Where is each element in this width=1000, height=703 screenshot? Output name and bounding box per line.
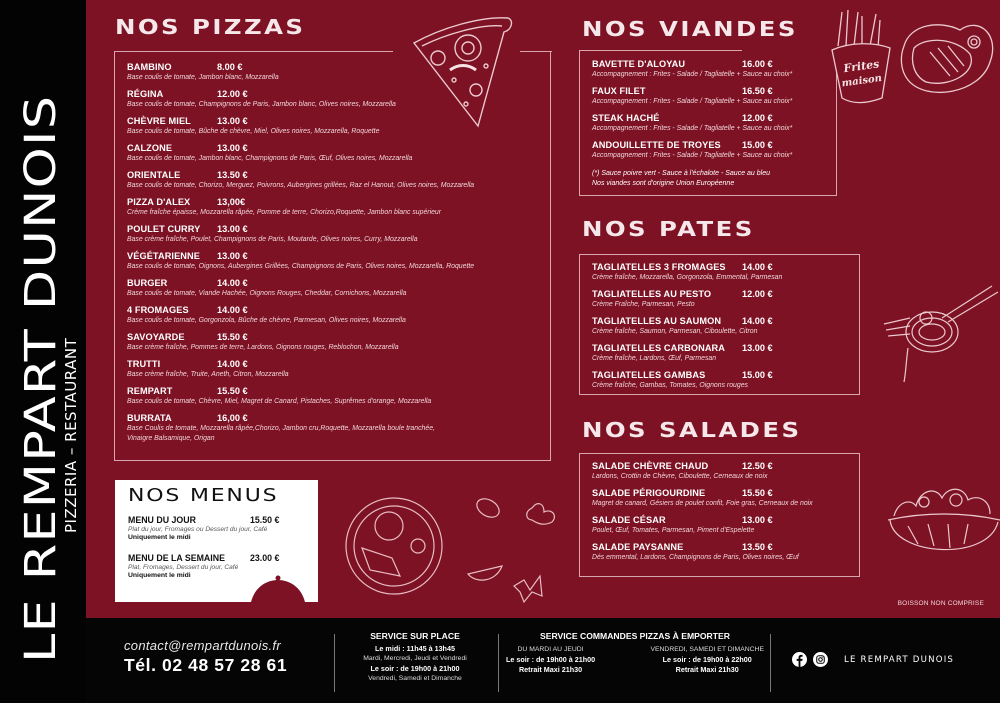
menu-item (128, 515, 279, 541)
item-price: 12.50 € (742, 461, 773, 471)
item-price: 15.50 € (217, 386, 248, 396)
item-price: 14.00 € (217, 359, 248, 369)
pates-box (579, 254, 860, 395)
service-emporter (500, 631, 770, 675)
item-name: CALZONE (127, 143, 173, 153)
salad-item (592, 542, 799, 562)
item-price: 13,00€ (217, 197, 246, 207)
salad-item (592, 515, 773, 535)
item-desc-continued: Vinaigre Balsamique, Origan (127, 435, 215, 442)
social-links (792, 652, 954, 667)
salades-box (579, 453, 860, 577)
item-name: RÉGINA (127, 89, 164, 99)
item-name: PIZZA D'ALEX (127, 197, 191, 207)
sauce-note: (*) Sauce poivre vert - Sauce à l'échalote - Sauce au bleu (592, 170, 770, 177)
pizza-item (127, 251, 474, 271)
salad-item (592, 461, 773, 481)
item-name: VÉGÉTARIENNE (127, 251, 201, 261)
item-desc: Poulet, Œuf, Tomates, Parmesan, Piment d'Espelette (592, 527, 755, 534)
meat-item (592, 86, 792, 106)
item-name: TAGLIATELLES AU PESTO (592, 289, 712, 299)
drinks-not-included-note: BOISSON NON COMPRISE (897, 600, 984, 607)
item-price: 16.00 € (742, 59, 773, 69)
item-desc: Accompagnement : Frites - Salade / Tagliatelle + Sauce au choix* (592, 71, 793, 78)
item-name: MENU DE LA SEMAINE (128, 553, 225, 563)
item-price: 14.00 € (217, 305, 248, 315)
pizza-item (127, 332, 399, 352)
item-price: 8.00 € (217, 62, 243, 72)
meat-item (592, 140, 792, 160)
item-price: 12.00 € (217, 89, 248, 99)
item-desc: Crème fraîche, Mozzarella, Gorgonzola, Emmental, Parmesan (592, 274, 783, 281)
service-pickup: Retrait Maxi 21h30 (518, 665, 583, 674)
item-name: SAVOYARDE (127, 332, 185, 342)
service-hours: Le soir : de 19h00 à 21h00 (506, 655, 596, 664)
item-price: 13.00 € (217, 224, 248, 234)
item-desc: Base Coulis de tomate, Mozzarella râpée,Chorizo, Jambon cru,Roquette, Mozzarella boule tranchée, (127, 425, 435, 432)
item-desc: Base coulis de tomate, Chèvre, Miel, Magret de Canard, Pistaches, Suprêmes d'orange, Mozzarella (127, 398, 432, 405)
pizza-item (127, 89, 396, 109)
contact-email-link[interactable]: contact@rempartdunois.fr (124, 638, 281, 653)
item-name: MENU DU JOUR (128, 515, 196, 525)
item-name: BAMBINO (127, 62, 172, 72)
pasta-item (592, 289, 773, 309)
pizza-item (127, 278, 407, 298)
pizza-item (127, 143, 412, 163)
origin-note: Nos viandes sont d'origine Union Européenne (592, 180, 735, 187)
item-price: 14.00 € (742, 262, 773, 272)
item-desc: Base coulis de tomate, Jambon blanc, Mozzarella (127, 74, 279, 81)
salad-item (592, 488, 813, 508)
item-name: SALADE PÉRIGOURDINE (592, 488, 706, 498)
item-desc: Crème fraîche épaisse, Mozzarella râpée, Pomme de terre, Chorizo,Roquette, Jambon blanc supérieur (127, 209, 442, 216)
item-desc: Accompagnement : Frites - Salade / Tagliatelle + Sauce au choix* (592, 98, 793, 105)
service-hours: Le soir : de 19h00 à 22h00 (662, 655, 752, 664)
item-note: Uniquement le midi (128, 572, 191, 579)
food-doodles-icon (344, 490, 584, 610)
pates-title: NOS PATES (582, 217, 755, 241)
item-price: 15.50 € (742, 488, 773, 498)
pizza-item (127, 224, 418, 244)
pizza-slice-icon (406, 8, 516, 128)
item-price: 13.00 € (217, 251, 248, 261)
item-price: 12.00 € (742, 289, 773, 299)
item-name: BAVETTE D'ALOYAU (592, 59, 686, 69)
item-price: 13.00 € (742, 343, 773, 353)
item-desc: Crème fraîche, Lardons, Œuf, Parmesan (592, 355, 717, 362)
cloche-icon (248, 574, 308, 602)
divider (114, 51, 393, 52)
pizzas-title: NOS PIZZAS (115, 15, 306, 39)
item-desc: Base crème fraîche, Pommes de terre, Lardons, Oignons rouges, Reblochon, Mozzarella (127, 344, 399, 351)
item-desc: Crème fraîche, Saumon, Parmesan, Ciboulette, Citron (592, 328, 758, 335)
item-name: STEAK HACHÉ (592, 113, 660, 123)
item-price: 16,00 € (217, 413, 248, 423)
item-desc: Base coulis de tomate, Bûche de chèvre, Miel, Olives noires, Mozzarella, Roquette (127, 128, 380, 135)
salades-title: NOS SALADES (582, 418, 802, 442)
contact-block (124, 638, 287, 676)
item-desc: Plat du jour, Fromages ou Dessert du jour, Café (128, 526, 268, 533)
fries-label-1: Frites (842, 57, 881, 76)
service-soir-hours: Le soir : de 19h00 à 21h00 (370, 664, 460, 673)
item-price: 16.50 € (742, 86, 773, 96)
divider (770, 634, 771, 692)
pasta-item (592, 370, 773, 390)
meat-item (592, 59, 792, 79)
item-desc: Accompagnement : Frites - Salade / Tagliatelle + Sauce au choix* (592, 152, 793, 159)
service-col-weekday (506, 645, 595, 675)
item-name: BURGER (127, 278, 168, 288)
item-name: SALADE PAYSANNE (592, 542, 684, 552)
service-col-weekend (650, 645, 764, 675)
pasta-item (592, 262, 782, 282)
pizza-item (127, 305, 406, 325)
item-price: 13.00 € (217, 116, 248, 126)
item-price: 23.00 € (250, 553, 280, 563)
item-desc: Magret de canard, Gésiers de poulet confit, Foie gras, Cerneaux de noix (592, 500, 813, 507)
item-note: Uniquement le midi (128, 534, 191, 541)
restaurant-subtitle: PIZZERIA – RESTAURANT (62, 337, 80, 533)
item-name: FAUX FILET (592, 86, 646, 96)
pasta-item (592, 316, 773, 336)
item-desc: Plat, Fromages, Dessert du jour, Café (128, 564, 239, 571)
item-desc: Crème fraîche, Gambas, Tomates, Oignons rouges (592, 382, 749, 389)
pizza-item (127, 413, 435, 443)
item-name: TAGLIATELLES CARBONARA (592, 343, 726, 353)
service-midi-days: Mardi, Mercredi, Jeudi et Vendredi (363, 655, 467, 662)
item-price: 13.50 € (742, 542, 773, 552)
instagram-icon[interactable] (813, 652, 828, 667)
pizza-item (127, 62, 279, 82)
pasta-item (592, 343, 773, 363)
service-pickup: Retrait Maxi 21h30 (675, 665, 739, 674)
viandes-box (579, 51, 837, 196)
sidebar-brand-band (0, 0, 86, 703)
item-price: 15.00 € (742, 140, 773, 150)
item-name: POULET CURRY (127, 224, 201, 234)
item-name: BURRATA (127, 413, 172, 423)
item-price: 12.00 € (742, 113, 773, 123)
service-sur-place (336, 631, 494, 684)
item-price: 15.00 € (742, 370, 773, 380)
pizza-item (127, 359, 289, 379)
item-name: REMPART (127, 386, 173, 396)
item-name: TAGLIATELLES GAMBAS (592, 370, 706, 380)
item-price: 13.50 € (217, 170, 248, 180)
service-soir-days: Vendredi, Samedi et Dimanche (368, 675, 462, 682)
item-name: CHÈVRE MIEL (127, 116, 191, 126)
pizza-item (127, 197, 441, 217)
footer (86, 618, 1000, 703)
service-midi-hours: Le midi : 11h45 à 13h45 (375, 644, 455, 653)
menus-title: NOS MENUS (128, 485, 279, 506)
item-name: TRUTTI (127, 359, 161, 369)
pizza-item (127, 116, 379, 136)
fries-steak-icon (830, 6, 1000, 106)
contact-phone[interactable]: Tél. 02 48 57 28 61 (124, 655, 288, 675)
salad-bowl-icon (884, 466, 1000, 576)
vertical-title (0, 0, 86, 703)
item-desc: Base crème fraîche, Poulet, Champignons de Paris, Moutarde, Olives noires, Curry, Mozzarella (127, 236, 418, 243)
item-price: 14.00 € (742, 316, 773, 326)
item-name: TAGLIATELLES AU SAUMON (592, 316, 722, 326)
item-name: SALADE CÉSAR (592, 515, 666, 525)
divider (520, 51, 552, 52)
meat-item (592, 113, 792, 133)
pizza-item (127, 386, 431, 406)
item-price: 15.50 € (217, 332, 248, 342)
item-desc: Base crème fraîche, Truite, Aneth, Citron, Mozzarella (127, 371, 289, 378)
viandes-title: NOS VIANDES (582, 17, 798, 41)
social-brand-name: LE REMPART DUNOIS (844, 654, 955, 665)
divider (498, 634, 499, 692)
item-desc: Base coulis de tomate, Jambon blanc, Champignons de Paris, Œuf, Olives noires, Mozzarella (127, 155, 413, 162)
menus-card (115, 480, 318, 602)
item-desc: Base coulis de tomate, Chorizo, Merguez, Poivrons, Aubergines grillées, Raz el Hanout, Olives noires, Mozzarella (127, 182, 475, 189)
item-desc: Accompagnement : Frites - Salade / Tagliatelle + Sauce au choix* (592, 125, 793, 132)
facebook-icon[interactable] (792, 652, 807, 667)
item-price: 13.00 € (742, 515, 773, 525)
item-desc: Lardons, Crottin de Chèvre, Ciboulette, Cerneaux de noix (592, 473, 768, 480)
item-name: SALADE CHÈVRE CHAUD (592, 461, 709, 471)
service-days: DU MARDI AU JEUDI (517, 646, 584, 653)
item-name: TAGLIATELLES 3 FROMAGES (592, 262, 726, 272)
item-desc: Base coulis de tomate, Gorgonzola, Bûche de chèvre, Parmesan, Olives noires, Mozzarella (127, 317, 406, 324)
service-emporter-columns (500, 645, 770, 675)
restaurant-name: LE REMPART DUNOIS (16, 94, 66, 663)
pasta-fork-icon (882, 278, 1000, 388)
item-desc: Base coulis de tomate, Viande Hachée, Oignons Rouges, Cheddar, Cornichons, Mozzarella (127, 290, 407, 297)
meat-notes (592, 169, 770, 189)
item-price: 14.00 € (217, 278, 248, 288)
item-name: ORIENTALE (127, 170, 181, 180)
item-desc: Crème Fraîche, Parmesan, Pesto (592, 301, 695, 308)
menu-panel (86, 0, 1000, 618)
item-name: 4 FROMAGES (127, 305, 189, 315)
item-desc: Base coulis de tomate, Oignons, Aubergines Grillées, Champignons de Paris, Olives noires, Mozzarella, Roquette (127, 263, 475, 270)
item-price: 13.00 € (217, 143, 248, 153)
service-title: SERVICE SUR PLACE (370, 631, 460, 641)
fries-label-2: maison (841, 72, 883, 90)
item-name: ANDOUILLETTE DE TROYES (592, 140, 721, 150)
service-title: SERVICE COMMANDES PIZZAS À EMPORTER (540, 631, 730, 641)
item-desc: Dés emmental, Lardons, Champignons de Paris, Olives noires, Œuf (592, 554, 799, 561)
item-price: 15.50 € (250, 515, 280, 525)
divider (334, 634, 335, 692)
pizza-item (127, 170, 474, 190)
item-desc: Base coulis de tomate, Champignons de Paris, Jambon blanc, Olives noires, Mozzarella (127, 101, 396, 108)
service-days: VENDREDI, SAMEDI ET DIMANCHE (650, 646, 764, 653)
divider (579, 50, 742, 51)
